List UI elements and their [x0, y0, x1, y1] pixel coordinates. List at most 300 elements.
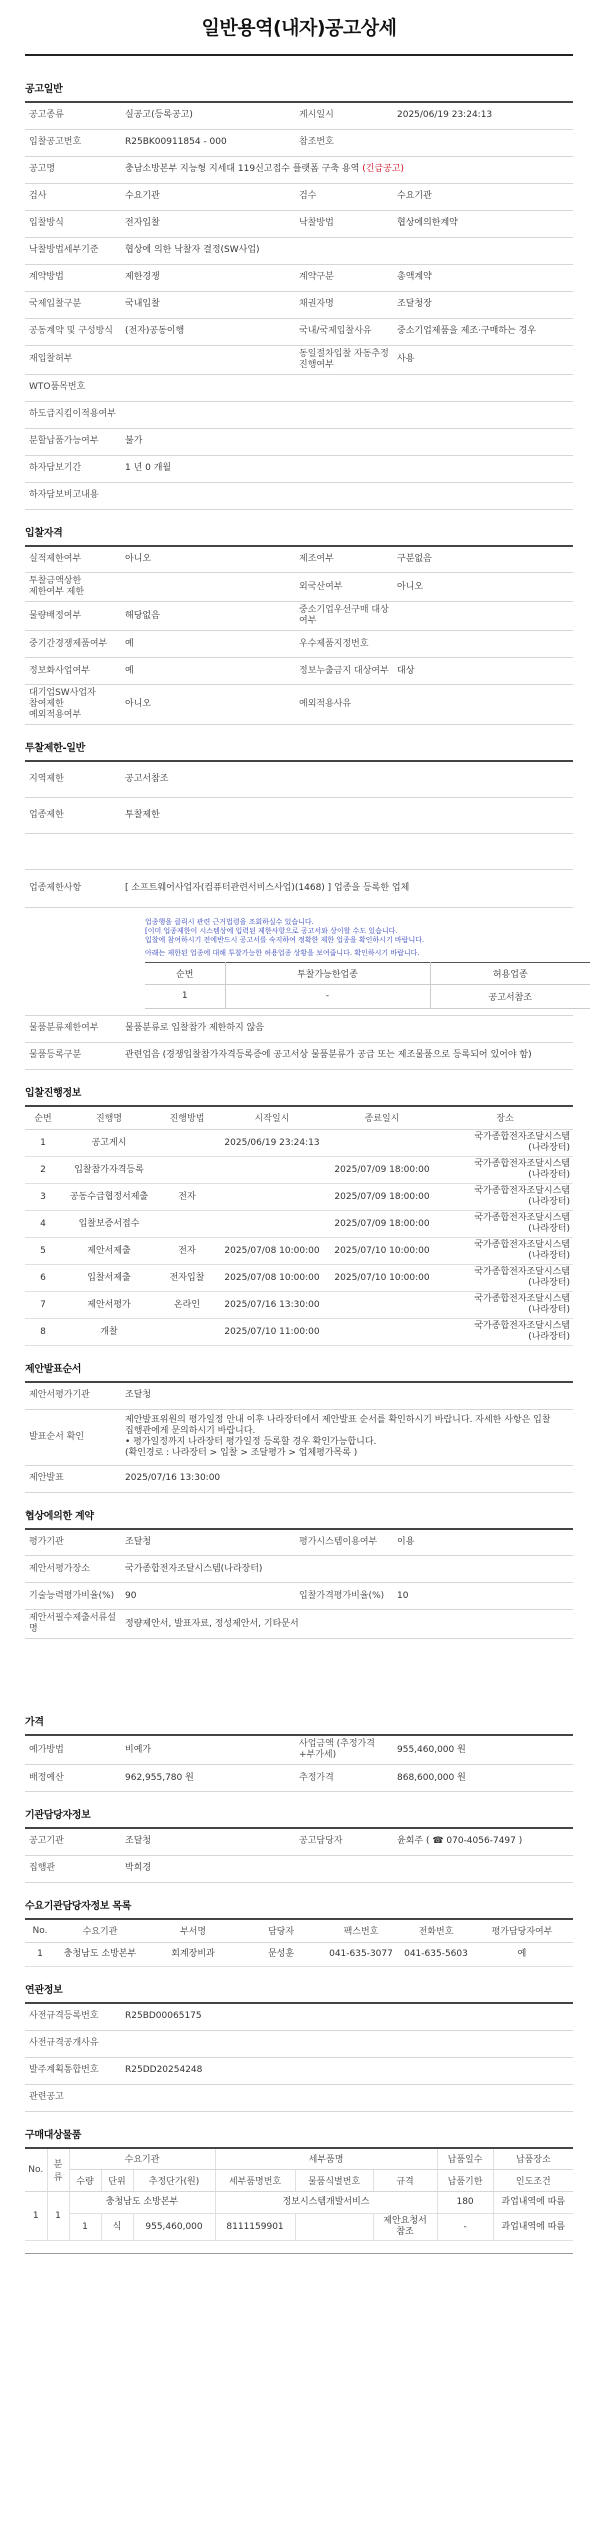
kv-row: [25, 129, 573, 156]
field-label: 입찰가격평가비율(%): [295, 1583, 393, 1610]
purchase-deadline: -: [437, 2214, 493, 2241]
field-value: 아니오: [121, 685, 295, 725]
demand-contact-table: [25, 1918, 573, 1968]
kv-row: [25, 1465, 573, 1492]
kv-row: [25, 1382, 573, 1409]
field-label: 집행관: [25, 1855, 121, 1882]
col-demand-agency: 수요기관: [69, 2148, 215, 2170]
kv-row: [25, 1735, 573, 1765]
column-header: 장소: [437, 1106, 573, 1130]
field-value: [121, 2084, 573, 2111]
column-header: No.: [25, 1919, 55, 1943]
kv-row: [25, 833, 573, 869]
field-value: 수요기관: [121, 183, 295, 210]
field-label: 제안서필수제출서류설 명: [25, 1610, 121, 1639]
field-value: 868,600,000 원: [393, 1765, 573, 1792]
field-label: WTO품목번호: [25, 374, 121, 401]
field-value: 물품분류로 입찰참가 제한하지 않음: [121, 1015, 573, 1042]
table-row: [25, 1319, 573, 1346]
column-header: 담당자: [241, 1919, 321, 1943]
field-label: 평가시스템이용여부: [295, 1529, 393, 1556]
field-value: [121, 482, 573, 509]
section-proposal: [25, 1360, 573, 1493]
table-cell: 국가종합전자조달시스템(나라장터): [437, 1238, 573, 1265]
kv-row: [25, 2084, 573, 2111]
table-cell: 회계장비과: [145, 1943, 241, 1967]
kv-row: [25, 318, 573, 345]
column-header: 종료일시: [327, 1106, 437, 1130]
field-label: 제안서평가장소: [25, 1556, 121, 1583]
purchase-unit: 식: [101, 2214, 133, 2241]
kv-row: [25, 210, 573, 237]
section-demand-contact: [25, 1897, 573, 1968]
field-value: 조달청: [121, 1828, 295, 1855]
table-cell: 온라인: [157, 1292, 217, 1319]
column-header: 물품식별번호: [295, 2170, 373, 2192]
restriction-note-line: 입찰에 참여하시기 전에반드시 공고서를 숙지하여 정확한 제한 업종을 확인하시기 바랍니다.: [145, 935, 425, 944]
field-value: 962,955,780 원: [121, 1765, 295, 1792]
table-row: [25, 1943, 573, 1967]
field-value: 국내입찰: [121, 291, 295, 318]
field-label: 공고기관: [25, 1828, 121, 1855]
field-value: [121, 345, 295, 374]
kv-row: [25, 1855, 573, 1882]
table-row: [145, 984, 590, 1008]
section-negotiation: [25, 1507, 573, 1640]
field-value: 955,460,000 원: [393, 1735, 573, 1765]
kv-row: [25, 237, 573, 264]
table-cell: 4: [25, 1211, 61, 1238]
field-value: 중소기업제품을 제조·구매하는 경우: [393, 318, 573, 345]
table-cell: 7: [25, 1292, 61, 1319]
kv-row: [25, 1610, 573, 1639]
price-table: [25, 1734, 573, 1792]
table-cell: 2025/07/09 18:00:00: [327, 1157, 437, 1184]
column-header: 부서명: [145, 1919, 241, 1943]
progress-table: [25, 1105, 573, 1347]
table-cell: [217, 1184, 327, 1211]
kv-row: [25, 631, 573, 658]
field-label: 발주계획통합번호: [25, 2057, 121, 2084]
column-header: 진행방법: [157, 1106, 217, 1130]
field-label: 하자담보기간: [25, 455, 121, 482]
section-purchase: [25, 2126, 573, 2255]
section-title: 입찰자격: [25, 527, 63, 539]
field-value: [ 소프트웨어사업자(컴퓨터관련서비스사업)(1468) ] 업종을 등록한 업체: [121, 869, 573, 907]
field-value: 아니오: [393, 573, 573, 602]
table-row: [25, 1211, 573, 1238]
section-title: 기관담당자정보: [25, 1810, 91, 1821]
field-label: 배정예산: [25, 1765, 121, 1792]
field-label: 제조여부: [295, 546, 393, 573]
spacer: [25, 1653, 573, 1713]
field-label: 대기업SW사업자 참여제한 예외적용여부: [25, 685, 121, 725]
col-category: 분류: [47, 2148, 69, 2192]
table-cell: [157, 1319, 217, 1346]
table-cell: 문성훈: [241, 1943, 321, 1967]
kv-row: [25, 291, 573, 318]
table-row: [25, 1157, 573, 1184]
field-value: 정량제안서, 발표자료, 정성제안서, 기타문서: [121, 1610, 573, 1639]
page-title: 일반용역(내자)공고상세: [25, 0, 573, 56]
field-label: 게시일시: [295, 102, 393, 129]
field-label: [25, 833, 121, 869]
field-value: [121, 156, 573, 183]
column-header: 추정단가(원): [133, 2170, 215, 2192]
field-label: 사전규격등록번호: [25, 2003, 121, 2030]
field-value: [393, 129, 573, 156]
field-label: 물량배정여부: [25, 602, 121, 631]
field-value: 2025/06/19 23:24:13: [393, 102, 573, 129]
kv-row: [25, 1409, 573, 1465]
field-label: 중소기업우선구매 대상 여부: [295, 602, 393, 631]
purchase-item-id: [295, 2214, 373, 2241]
restriction-note-line: [이미 업종제한이 시스템상에 입력된 제한사항으로 공고서와 상이할 수도 있습니다.: [145, 926, 398, 935]
kv-row: [25, 264, 573, 291]
kv-row: [25, 1042, 573, 1069]
table-cell: [217, 1157, 327, 1184]
field-label: 국내/국제입찰사유: [295, 318, 393, 345]
restriction-table-2: [25, 1015, 573, 1070]
section-title: 제안발표순서: [25, 1364, 82, 1375]
table-cell: 전자: [157, 1184, 217, 1211]
field-value: 구분없음: [393, 546, 573, 573]
field-value: 예: [121, 658, 295, 685]
table-cell: 8: [25, 1319, 61, 1346]
column-header: 수량: [69, 2170, 101, 2192]
table-cell: 2025/07/16 13:30:00: [217, 1292, 327, 1319]
kv-row: [25, 1529, 573, 1556]
field-value: [393, 631, 573, 658]
qualification-table: [25, 545, 573, 726]
table-cell: 3: [25, 1184, 61, 1211]
table-cell: 5: [25, 1238, 61, 1265]
section-agency-contact: [25, 1806, 573, 1883]
table-row: [25, 1184, 573, 1211]
kv-row: [25, 573, 573, 602]
section-general: [25, 80, 573, 510]
field-value: 수요기관: [393, 183, 573, 210]
section-title: 수요기관담당자정보 목록: [25, 1900, 132, 1912]
field-label: 채권자명: [295, 291, 393, 318]
kv-row: [25, 1015, 573, 1042]
table-cell: 국가종합전자조달시스템(나라장터): [437, 1319, 573, 1346]
table-cell: [157, 1157, 217, 1184]
negotiation-table: [25, 1528, 573, 1640]
field-label: 정보화사업여부: [25, 658, 121, 685]
field-label: 지역제한: [25, 761, 121, 797]
field-value: [393, 685, 573, 725]
table-cell: 전자입찰: [157, 1265, 217, 1292]
column-header: 순번: [25, 1106, 61, 1130]
kv-row: [25, 546, 573, 573]
field-value: 관련업음 (경쟁입찰참가자격등록증에 공고서상 물품분류가 공급 또는 제조물품으로 등록되어 있어야 함): [121, 1042, 573, 1069]
table-cell: 2025/07/09 18:00:00: [327, 1211, 437, 1238]
table-cell: 국가종합전자조달시스템(나라장터): [437, 1184, 573, 1211]
section-price: [25, 1713, 573, 1792]
table-cell: 1: [145, 984, 225, 1008]
table-cell: 제안서제출: [61, 1238, 157, 1265]
field-label: 제안서평가기관: [25, 1382, 121, 1409]
field-label: 공고명: [25, 156, 121, 183]
field-label: 평가기관: [25, 1529, 121, 1556]
column-header: 투찰가능한업종: [225, 962, 430, 984]
field-label: 재입찰허부: [25, 345, 121, 374]
kv-row: [25, 156, 573, 183]
table-cell: 공고서참조: [430, 984, 590, 1008]
field-label: 사전규격공개사유: [25, 2030, 121, 2057]
kv-row: [25, 869, 573, 907]
section-restriction: [25, 739, 573, 1070]
purchase-row-a: [25, 2192, 573, 2214]
field-label: 중기간경쟁제품여부: [25, 631, 121, 658]
field-value: R25BK00911854 - 000: [121, 129, 295, 156]
field-value: 아니오: [121, 546, 295, 573]
table-cell: 1: [25, 1130, 61, 1157]
field-value: [121, 833, 573, 869]
column-header: 평가담당자여부: [471, 1919, 573, 1943]
field-value: R25DD20254248: [121, 2057, 573, 2084]
kv-row: [25, 102, 573, 129]
field-label: 계약방법: [25, 264, 121, 291]
field-value: [121, 401, 573, 428]
kv-row: [25, 2057, 573, 2084]
col-delivery-days: 납품일수: [437, 2148, 493, 2170]
table-cell: 041-635-3077: [321, 1943, 401, 1967]
purchase-no: 1: [25, 2192, 47, 2241]
field-value: 투찰제한: [121, 797, 573, 833]
allowed-industry-table: [145, 962, 590, 1009]
table-cell: 1: [25, 1943, 55, 1967]
table-cell: 전자: [157, 1238, 217, 1265]
column-header: 세부품명번호: [215, 2170, 295, 2192]
kv-row: [25, 482, 573, 509]
field-value: 윤회주 ( ☎ 070-4056-7497 ): [393, 1828, 573, 1855]
field-label: 업종제한: [25, 797, 121, 833]
table-cell: 제안서평가: [61, 1292, 157, 1319]
section-title: 연관정보: [25, 1985, 63, 1996]
kv-row: [25, 2003, 573, 2030]
table-cell: [217, 1211, 327, 1238]
kv-row: [25, 1765, 573, 1792]
field-label: 업종제한사항: [25, 869, 121, 907]
table-cell: 2025/07/09 18:00:00: [327, 1184, 437, 1211]
purchase-spec: 제안요청서 참조: [373, 2214, 437, 2241]
field-value: 실공고(등록공고): [121, 102, 295, 129]
table-cell: 2025/07/10 10:00:00: [327, 1265, 437, 1292]
purchase-price: 955,460,000: [133, 2214, 215, 2241]
kv-row: [25, 2030, 573, 2057]
kv-row: [25, 602, 573, 631]
field-label: 제안발표: [25, 1465, 121, 1492]
section-title: 투찰제한-일반: [25, 743, 86, 754]
field-label: 공동계약 및 구성방식: [25, 318, 121, 345]
field-value: 해당없음: [121, 602, 295, 631]
purchase-detail-no: 8111159901: [215, 2214, 295, 2241]
section-linked: [25, 1981, 573, 2112]
column-header: 시작일시: [217, 1106, 327, 1130]
col-detail-item: 세부품명: [215, 2148, 437, 2170]
field-label: 동일절차입찰 자동추정 진행여부: [295, 345, 393, 374]
field-value: 제한경쟁: [121, 264, 295, 291]
field-label: 예외적용사유: [295, 685, 393, 725]
kv-row: [25, 1583, 573, 1610]
agency-contact-table: [25, 1827, 573, 1883]
column-header: 전화번호: [401, 1919, 471, 1943]
table-cell: [157, 1211, 217, 1238]
kv-row: [25, 428, 573, 455]
field-label: 입찰방식: [25, 210, 121, 237]
section-title: 입찰진행정보: [25, 1087, 82, 1099]
table-cell: 국가종합전자조달시스템(나라장터): [437, 1130, 573, 1157]
field-value: 이용: [393, 1529, 573, 1556]
field-label: 물품등록구분: [25, 1042, 121, 1069]
field-label: 발표순서 확인: [25, 1409, 121, 1465]
table-cell: 2: [25, 1157, 61, 1184]
field-value: R25BD00065175: [121, 2003, 573, 2030]
column-header: 수요기관: [55, 1919, 145, 1943]
field-label: 실적제한여부: [25, 546, 121, 573]
field-label: 검수: [295, 183, 393, 210]
field-label: 외국산여부: [295, 573, 393, 602]
field-label: 공고담당자: [295, 1828, 393, 1855]
col-delivery-place: 납품장소: [493, 2148, 573, 2170]
field-value: [121, 2030, 573, 2057]
field-value: 박희경: [121, 1855, 573, 1882]
table-row: [25, 1130, 573, 1157]
restriction-note-line: 업종행을 클릭시 관련 근거법령을 조회하실수 있습니다.: [145, 917, 314, 926]
table-cell: 입찰서제출: [61, 1265, 157, 1292]
kv-row: [25, 658, 573, 685]
kv-row: [25, 401, 573, 428]
column-header: 인도조건: [493, 2170, 573, 2192]
table-cell: 2025/06/19 23:24:13: [217, 1130, 327, 1157]
purchase-detail-item: 정보시스템개발서비스: [215, 2192, 437, 2214]
field-value: 2025/07/16 13:30:00: [121, 1465, 573, 1492]
field-label: 하도급지킴이적용여부: [25, 401, 121, 428]
table-cell: [327, 1292, 437, 1319]
field-value: [121, 573, 295, 602]
field-label: 관련공고: [25, 2084, 121, 2111]
field-value: 조달청장: [393, 291, 573, 318]
field-value: [121, 374, 573, 401]
restriction-notes: [145, 916, 590, 962]
field-value: 총액계약: [393, 264, 573, 291]
table-row: [25, 1238, 573, 1265]
kv-row: [25, 1828, 573, 1855]
table-row: [25, 1265, 573, 1292]
field-value: 협상에의한계약: [393, 210, 573, 237]
field-label: 공고종류: [25, 102, 121, 129]
table-cell: 입찰참가자격등록: [61, 1157, 157, 1184]
urgent-badge: (긴급공고): [362, 164, 404, 174]
field-value: 사용: [393, 345, 573, 374]
kv-row: [25, 1556, 573, 1583]
restriction-table: [25, 760, 573, 908]
restriction-note-line: 아래는 제한된 업종에 대해 투찰가능한 허용업종 상황을 보여줍니다. 확인하시기 바랍니다.: [145, 948, 420, 957]
kv-row: [25, 183, 573, 210]
field-label: 예가방법: [25, 1735, 121, 1765]
section-title: 공고일반: [25, 84, 63, 95]
table-row: [25, 1292, 573, 1319]
purchase-demand-agency: 충청남도 소방본부: [69, 2192, 215, 2214]
table-cell: 국가종합전자조달시스템(나라장터): [437, 1292, 573, 1319]
field-value: 조달청: [121, 1529, 295, 1556]
field-label: 하자담보비고내용: [25, 482, 121, 509]
field-value: 공고서참조: [121, 761, 573, 797]
linked-table: [25, 2002, 573, 2112]
field-value: 1 년 0 개월: [121, 455, 573, 482]
field-value: 예: [121, 631, 295, 658]
table-cell: 예: [471, 1943, 573, 1967]
field-value: 협상에 의한 낙찰자 결정(SW사업): [121, 237, 573, 264]
field-value: 90: [121, 1583, 295, 1610]
kv-row: [25, 761, 573, 797]
column-header: 허용업종: [430, 962, 590, 984]
purchase-row-b: [25, 2214, 573, 2241]
field-value: 전자입찰: [121, 210, 295, 237]
field-label: 기술능력평가비율(%): [25, 1583, 121, 1610]
field-label: 참조번호: [295, 129, 393, 156]
section-title: 구매대상물품: [25, 2129, 82, 2141]
column-header: 팩스번호: [321, 1919, 401, 1943]
table-cell: 충청남도 소방본부: [55, 1943, 145, 1967]
kv-row: [25, 685, 573, 725]
field-value: 국가종합전자조달시스템(나라장터): [121, 1556, 573, 1583]
table-cell: 공동수급협정서제출: [61, 1184, 157, 1211]
field-label: 우수제품지정번호: [295, 631, 393, 658]
table-cell: -: [225, 984, 430, 1008]
purchase-delivery-place: 과업내역에 따름: [493, 2192, 573, 2214]
table-cell: 국가종합전자조달시스템(나라장터): [437, 1157, 573, 1184]
table-cell: 2025/07/10 10:00:00: [327, 1238, 437, 1265]
table-cell: 2025/07/08 10:00:00: [217, 1238, 327, 1265]
field-label: 추정가격: [295, 1765, 393, 1792]
notice-name: 충남소방본부 지능형 지세대 119신고접수 플랫폼 구축 용역: [125, 164, 360, 174]
restriction-note-box: [145, 916, 590, 1009]
table-cell: 국가종합전자조달시스템(나라장터): [437, 1265, 573, 1292]
column-header: 진행명: [61, 1106, 157, 1130]
column-header: 단위: [101, 2170, 133, 2192]
field-value: 비예가: [121, 1735, 295, 1765]
table-cell: 2025/07/10 11:00:00: [217, 1319, 327, 1346]
table-cell: 2025/07/08 10:00:00: [217, 1265, 327, 1292]
field-label: 낙찰방법세부기준: [25, 237, 121, 264]
field-value: 대상: [393, 658, 573, 685]
table-cell: 6: [25, 1265, 61, 1292]
purchase-table: [25, 2147, 573, 2242]
field-label: 물품분류제한여부: [25, 1015, 121, 1042]
column-header: 규격: [373, 2170, 437, 2192]
field-value: 10: [393, 1583, 573, 1610]
column-header: 납품기한: [437, 2170, 493, 2192]
table-cell: 국가종합전자조달시스템(나라장터): [437, 1211, 573, 1238]
field-value: [393, 602, 573, 631]
table-cell: 개찰: [61, 1319, 157, 1346]
section-title: 가격: [25, 1717, 44, 1728]
table-cell: [327, 1319, 437, 1346]
kv-row: [25, 374, 573, 401]
field-label: 국제입찰구분: [25, 291, 121, 318]
table-cell: [157, 1130, 217, 1157]
field-label: 사업금액 (추정가격+부가세): [295, 1735, 393, 1765]
field-label: 분할납품가능여부: [25, 428, 121, 455]
proposal-table: [25, 1381, 573, 1493]
section-progress: [25, 1084, 573, 1347]
purchase-delivery-days: 180: [437, 2192, 493, 2214]
end-divider: [25, 2253, 573, 2254]
field-label: 투찰금액상한 제한여부 제한: [25, 573, 121, 602]
